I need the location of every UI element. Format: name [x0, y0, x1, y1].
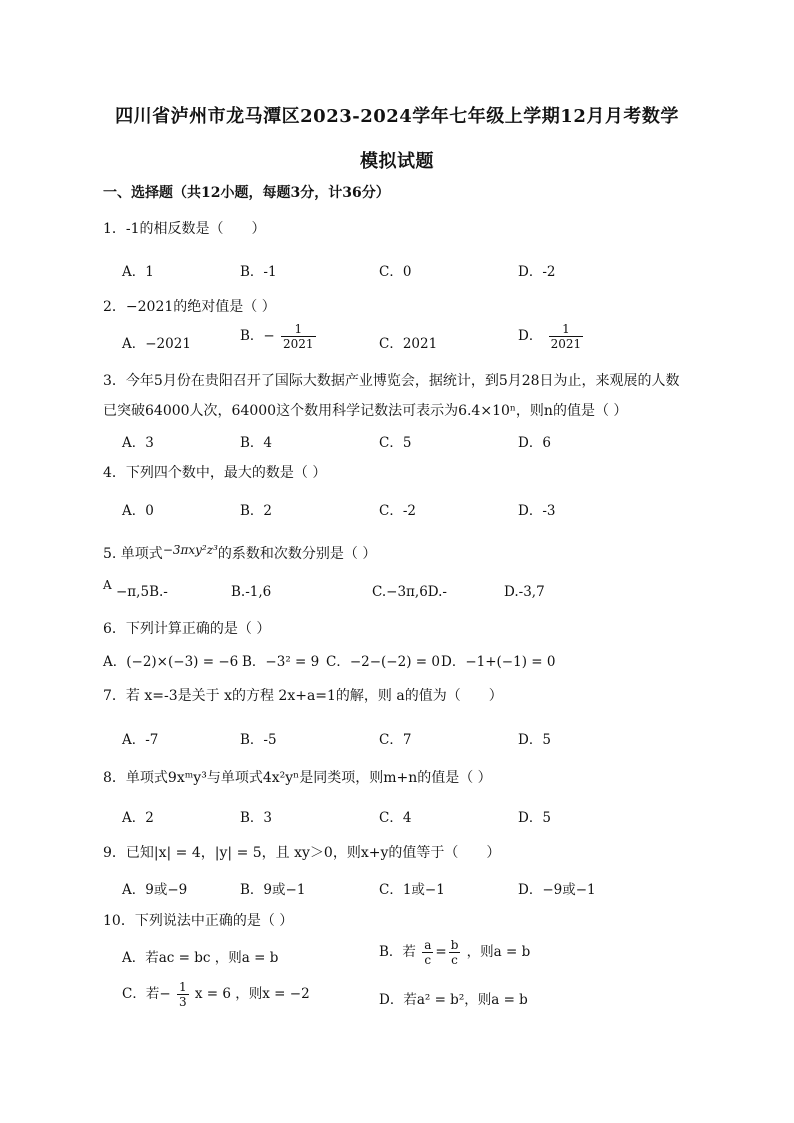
q1-option-d: D．-2 [518, 264, 556, 280]
q3-option-c: C．5 [379, 435, 412, 451]
q2-option-c: C．2021 [379, 336, 438, 352]
q2-option-a: A．−2021 [122, 336, 191, 352]
q5-option-b: B.-1,6 [231, 584, 272, 600]
q4-option-d: D．-3 [518, 503, 556, 519]
q2-option-b-fraction [281, 322, 316, 351]
fraction-denominator: c [451, 953, 458, 967]
question-6-stem: 6．下列计算正确的是（ ） [103, 621, 271, 637]
q3-option-a: A．3 [122, 435, 154, 451]
q1-option-b: B．-1 [240, 264, 277, 280]
q5-option-a-letter: A [103, 578, 112, 592]
fraction-numerator: 1 [549, 322, 584, 337]
q10-option-c [122, 980, 310, 1009]
q5-monomial: −3πxy²z³ [162, 543, 218, 557]
question-4-stem: 4．下列四个数中，最大的数是（ ） [103, 465, 327, 481]
q4-option-b: B．2 [240, 503, 273, 519]
equals-sign: = [435, 944, 447, 960]
q2-option-d [518, 322, 585, 351]
q10-option-c-suffix: x = 6 ，则x = −2 [194, 986, 310, 1002]
q4-option-a: A．0 [122, 503, 154, 519]
question-10-stem: 10．下列说法中正确的是（ ） [103, 913, 294, 929]
section-heading: 一、选择题（共12小题，每题3分，计36分） [103, 185, 390, 201]
fraction-denominator: c [424, 953, 432, 967]
question-9-stem: 9．已知|x| = 4，|y| = 5，且 xy＞0，则x+y的值等于（ ） [103, 845, 501, 861]
question-8-stem: 8．单项式9xᵐy³与单项式4x²yⁿ是同类项，则m+n的值是（ ） [103, 770, 492, 786]
q2-option-d-fraction [549, 322, 584, 351]
question-7-stem: 7．若 x=-3是关于 x的方程 2x+a=1的解，则 a的值为（ ） [103, 688, 503, 704]
q8-option-c: C．4 [379, 810, 412, 826]
question-3-stem-line2: 已突破64000人次，64000这个数用科学记数法可表示为6.4×10ⁿ，则n的值是（ ） [103, 403, 628, 419]
fraction-denominator: 2021 [550, 337, 582, 351]
question-2-stem: 2．−2021的绝对值是（ ） [103, 299, 276, 315]
q5-stem-prefix: 5. 单项式 [103, 546, 163, 562]
q4-option-c: C．-2 [379, 503, 416, 519]
q8-option-a: A．2 [122, 810, 154, 826]
question-3-stem-line1: 3．今年5月份在贵阳召开了国际大数据产业博览会，据统计，到5月28日为止，来观展的人数 [103, 373, 680, 389]
q6-option-d: D．−1+(−1) = 0 [441, 654, 556, 670]
q10-option-b-prefix: B．若 [379, 944, 416, 960]
q3-option-d: D．6 [518, 435, 551, 451]
q7-option-b: B．-5 [240, 732, 277, 748]
fraction-numerator: 1 [178, 980, 187, 994]
q2-option-d-prefix: D． [518, 328, 543, 344]
q2-option-b-prefix: B．− [240, 328, 275, 344]
fraction-denominator: 2021 [283, 337, 314, 351]
q10-option-b-fraction-right [449, 938, 461, 967]
q6-option-b: B．−3² = 9 [242, 654, 320, 670]
q1-option-a: A．1 [122, 264, 154, 280]
fraction-numerator: 1 [281, 322, 316, 337]
q10-option-b-suffix: ，则a = b [466, 944, 531, 960]
q8-option-d: D．5 [518, 810, 551, 826]
q7-option-d: D．5 [518, 732, 551, 748]
fraction-numerator: b [450, 938, 459, 952]
document-title-line2: 模拟试题 [360, 151, 434, 172]
fraction-denominator: 3 [178, 995, 187, 1009]
document-title-line1: 四川省泸州市龙马潭区2023-2024学年七年级上学期12月月考数学 [115, 106, 679, 127]
q10-option-b-fraction-left [422, 938, 433, 967]
q5-stem-suffix: 的系数和次数分别是（ ） [217, 546, 377, 562]
q9-option-c: C．1或−1 [379, 882, 445, 898]
q6-option-a: A．(−2)×(−3) = −6 [103, 654, 239, 670]
q10-option-b [379, 938, 530, 967]
q7-option-c: C．7 [379, 732, 412, 748]
q7-option-a: A．-7 [122, 732, 159, 748]
q10-option-a: A．若ac = bc ，则a = b [122, 950, 279, 966]
q2-option-b [240, 322, 318, 351]
q10-option-c-prefix: C．若− [122, 986, 171, 1002]
q5-option-a: −π,5B.- [116, 584, 168, 600]
q9-option-a: A．9或−9 [122, 882, 188, 898]
q5-option-c: C.−3π,6D.- [372, 584, 447, 600]
fraction-numerator: a [424, 938, 432, 952]
q6-option-c: C．−2−(−2) = 0 [326, 654, 440, 670]
q5-option-d: D.-3,7 [504, 584, 545, 600]
q3-option-b: B．4 [240, 435, 273, 451]
q10-option-d: D．若a² = b²，则a = b [379, 992, 528, 1008]
q1-option-c: C．0 [379, 264, 412, 280]
question-1-stem: 1．-1的相反数是（ ） [103, 221, 266, 237]
q9-option-b: B．9或−1 [240, 882, 306, 898]
question-5-stem [103, 543, 376, 563]
q9-option-d: D．−9或−1 [518, 882, 596, 898]
q8-option-b: B．3 [240, 810, 273, 826]
q10-option-c-fraction [177, 980, 189, 1009]
